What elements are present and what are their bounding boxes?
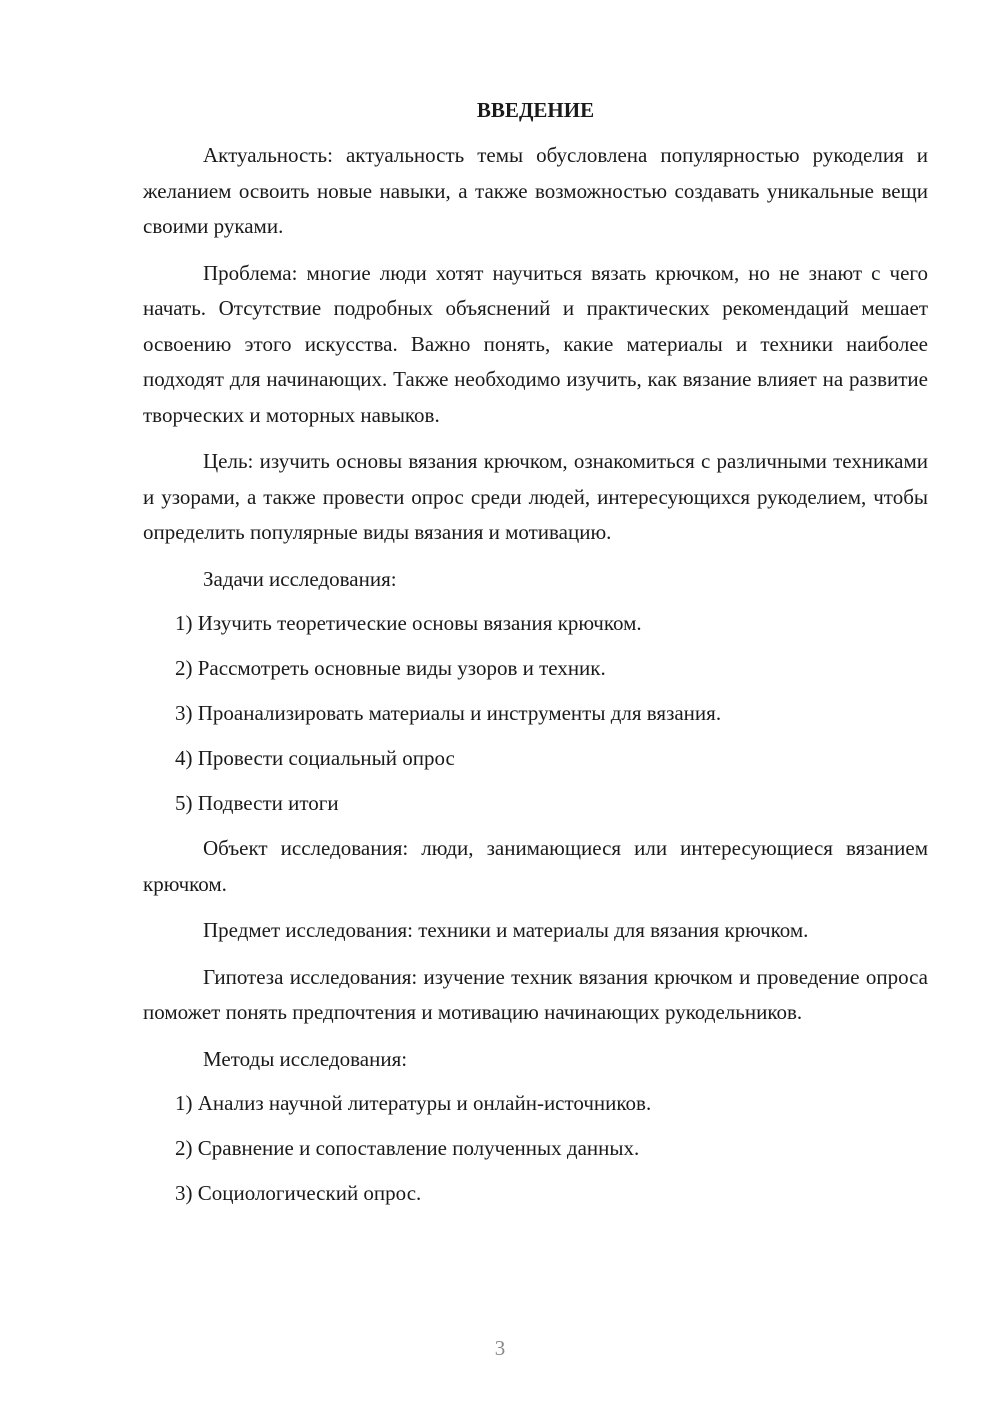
tasks-heading: Задачи исследования: (203, 566, 397, 591)
subject-paragraph: Предмет исследования: техники и материалы для вязания крючком. (203, 918, 809, 942)
list-item: 5) Подвести итоги (175, 791, 339, 815)
methods-list (143, 1086, 928, 1212)
list-item: 2) Сравнение и сопоставление полученных данных. (175, 1136, 640, 1160)
list-item: 1) Анализ научной литературы и онлайн-источников. (175, 1091, 652, 1115)
page-number: 3 (494, 1336, 506, 1360)
methods-heading: Методы исследования: (203, 1046, 408, 1071)
page-title: ВВЕДЕНИЕ (476, 98, 595, 122)
object-paragraph: Объект исследования: люди, занимающиеся или интересующиеся вязанием крючком. (143, 836, 928, 896)
list-item: 2) Рассмотреть основные виды узоров и техник. (175, 656, 606, 680)
tasks-list (143, 606, 928, 822)
document-page (143, 95, 928, 1221)
list-item: 3) Социологический опрос. (175, 1181, 422, 1205)
goal-paragraph: Цель: изучить основы вязания крючком, ознакомиться с различными техниками и узорами, а также провести опрос среди людей, интересующихся рукоделием, чтобы определить популярные виды вязания и мотивацию. (143, 449, 928, 544)
list-item: 3) Проанализировать материалы и инструменты для вязания. (175, 701, 722, 725)
relevance-paragraph: Актуальность: актуальность темы обусловлена популярностью рукоделия и желанием освоить новые навыки, а также возможностью создавать уникальные вещи своими руками. (143, 143, 928, 238)
problem-paragraph: Проблема: многие люди хотят научиться вязать крючком, но не знают с чего начать. Отсутствие подробных объяснений и практических рекомендаций мешает освоению этого искусства. Важно понять, какие материалы и техники наиболее подходят для начинающих. Также необходимо изучить, как вязание влияет на развитие творческих и моторных навыков. (143, 260, 928, 427)
list-item: 1) Изучить теоретические основы вязания крючком. (175, 611, 642, 635)
list-item: 4) Провести социальный опрос (175, 746, 455, 770)
hypothesis-paragraph: Гипотеза исследования: изучение техник вязания крючком и проведение опроса поможет понять предпочтения и мотивацию начинающих рукодельников. (143, 964, 928, 1024)
